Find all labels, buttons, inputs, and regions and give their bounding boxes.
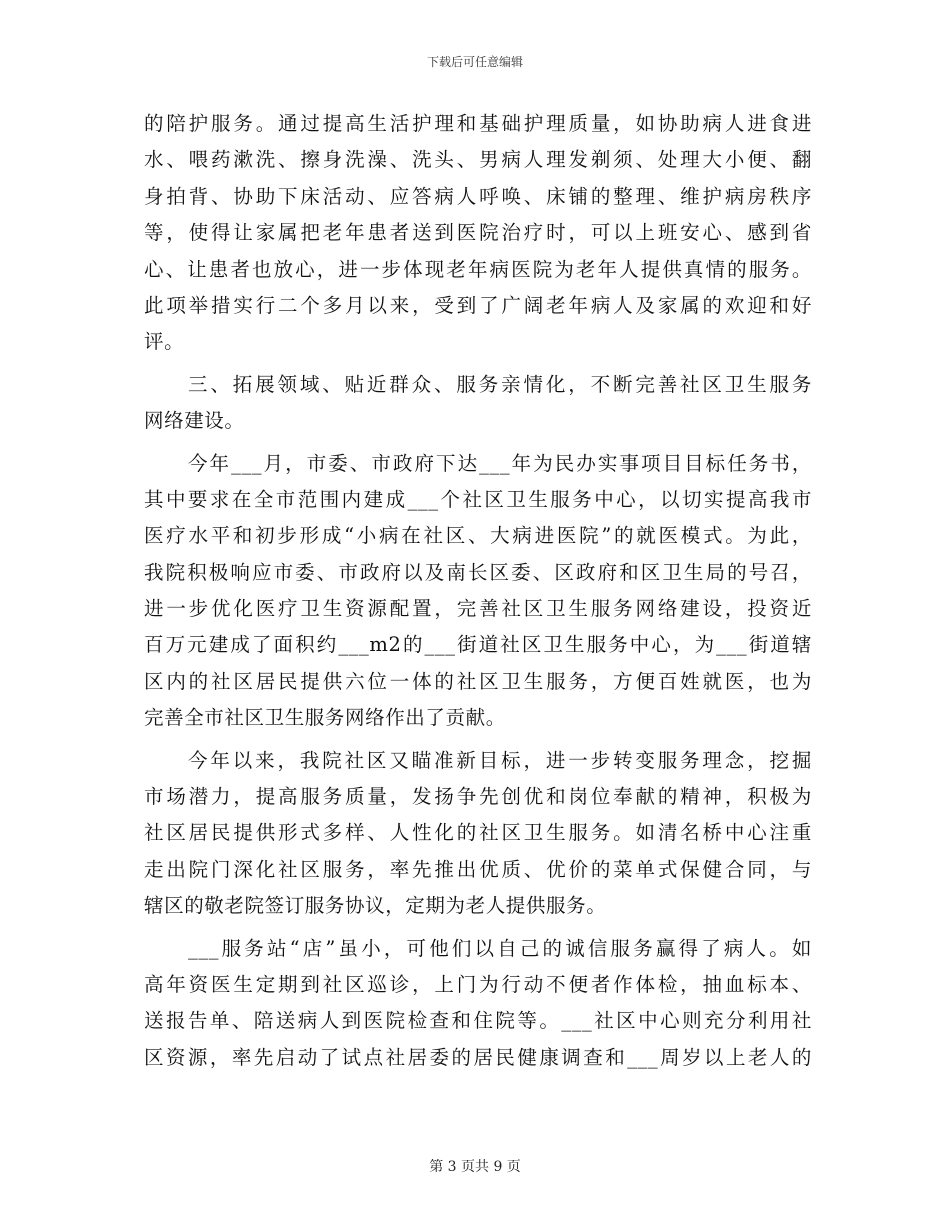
text-line: 今年以来，我院社区又瞄准新目标，进一步转变服务理念，挖掘 xyxy=(188,748,812,772)
text-line: 身拍背、协助下床活动、应答病人呼唤、床铺的整理、维护病房秩序 xyxy=(144,184,812,208)
section-heading: 三、拓展领域、贴近群众、服务亲情化，不断完善社区卫生服务 xyxy=(188,372,812,396)
text-line: 辖区的敬老院签订服务协议，定期为老人提供服务。 xyxy=(144,894,607,918)
text-line: 社区居民提供形式多样、人性化的社区卫生服务。如清名桥中心注重 xyxy=(144,821,812,845)
text-line: 区资源，率先启动了试点社居委的居民健康调查和___周岁以上老人的 xyxy=(144,1045,812,1069)
text-line: 水、喂药漱洗、擦身洗澡、洗头、男病人理发剃须、处理大小便、翻 xyxy=(144,148,812,172)
text-line: 百万元建成了面积约___m2的___街道社区卫生服务中心，为___街道辖 xyxy=(144,633,812,657)
text-line: 送报告单、陪送病人到医院检查和住院等。___社区中心则充分利用社 xyxy=(144,1009,812,1033)
text-line: 完善全市社区卫生服务网络作出了贡献。 xyxy=(144,706,506,730)
text-line: 高年资医生定期到社区巡诊，上门为行动不便者作体检，抽血标本、 xyxy=(144,972,812,996)
text-line: ___服务站“店”虽小，可他们以自己的诚信服务赢得了病人。如 xyxy=(188,936,812,960)
text-line: 医疗水平和初步形成“小病在社区、大病进医院”的就医模式。为此， xyxy=(144,524,812,548)
document-body xyxy=(144,106,812,1076)
text-line: 今年___月，市委、市政府下达___年为民办实事项目目标任务书， xyxy=(188,451,812,475)
section-heading: 网络建设。 xyxy=(144,409,245,433)
text-line: 的陪护服务。通过提高生活护理和基础护理质量，如协助病人进食进 xyxy=(144,112,812,135)
text-line: 进一步优化医疗卫生资源配置，完善社区卫生服务网络建设，投资近 xyxy=(144,597,812,621)
text-line: 区内的社区居民提供六位一体的社区卫生服务，方便百姓就医，也为 xyxy=(144,669,812,693)
text-line: 我院积极响应市委、市政府以及南长区委、区政府和区卫生局的号召， xyxy=(144,560,812,584)
text-line: 走出院门深化社区服务，率先推出优质、优价的菜单式保健合同，与 xyxy=(144,857,812,881)
text-line: 评。 xyxy=(144,330,185,354)
page-header: 下载后可任意编辑 xyxy=(426,55,523,69)
text-line: 其中要求在全市范围内建成___个社区卫生服务中心，以切实提高我市 xyxy=(144,487,812,511)
text-line: 市场潜力，提高服务质量，发扬争先创优和岗位奉献的精神，积极为 xyxy=(144,785,812,809)
text-line: 等，使得让家属把老年患者送到医院治疗时，可以上班安心、感到省 xyxy=(144,221,812,245)
text-line: 心、让患者也放心，进一步体现老年病医院为老年人提供真情的服务。 xyxy=(144,257,812,281)
text-line: 此项举措实行二个多月以来，受到了广阔老年病人及家属的欢迎和好 xyxy=(144,293,812,317)
page-number-footer: 第 3 页共 9 页 xyxy=(429,1159,521,1175)
